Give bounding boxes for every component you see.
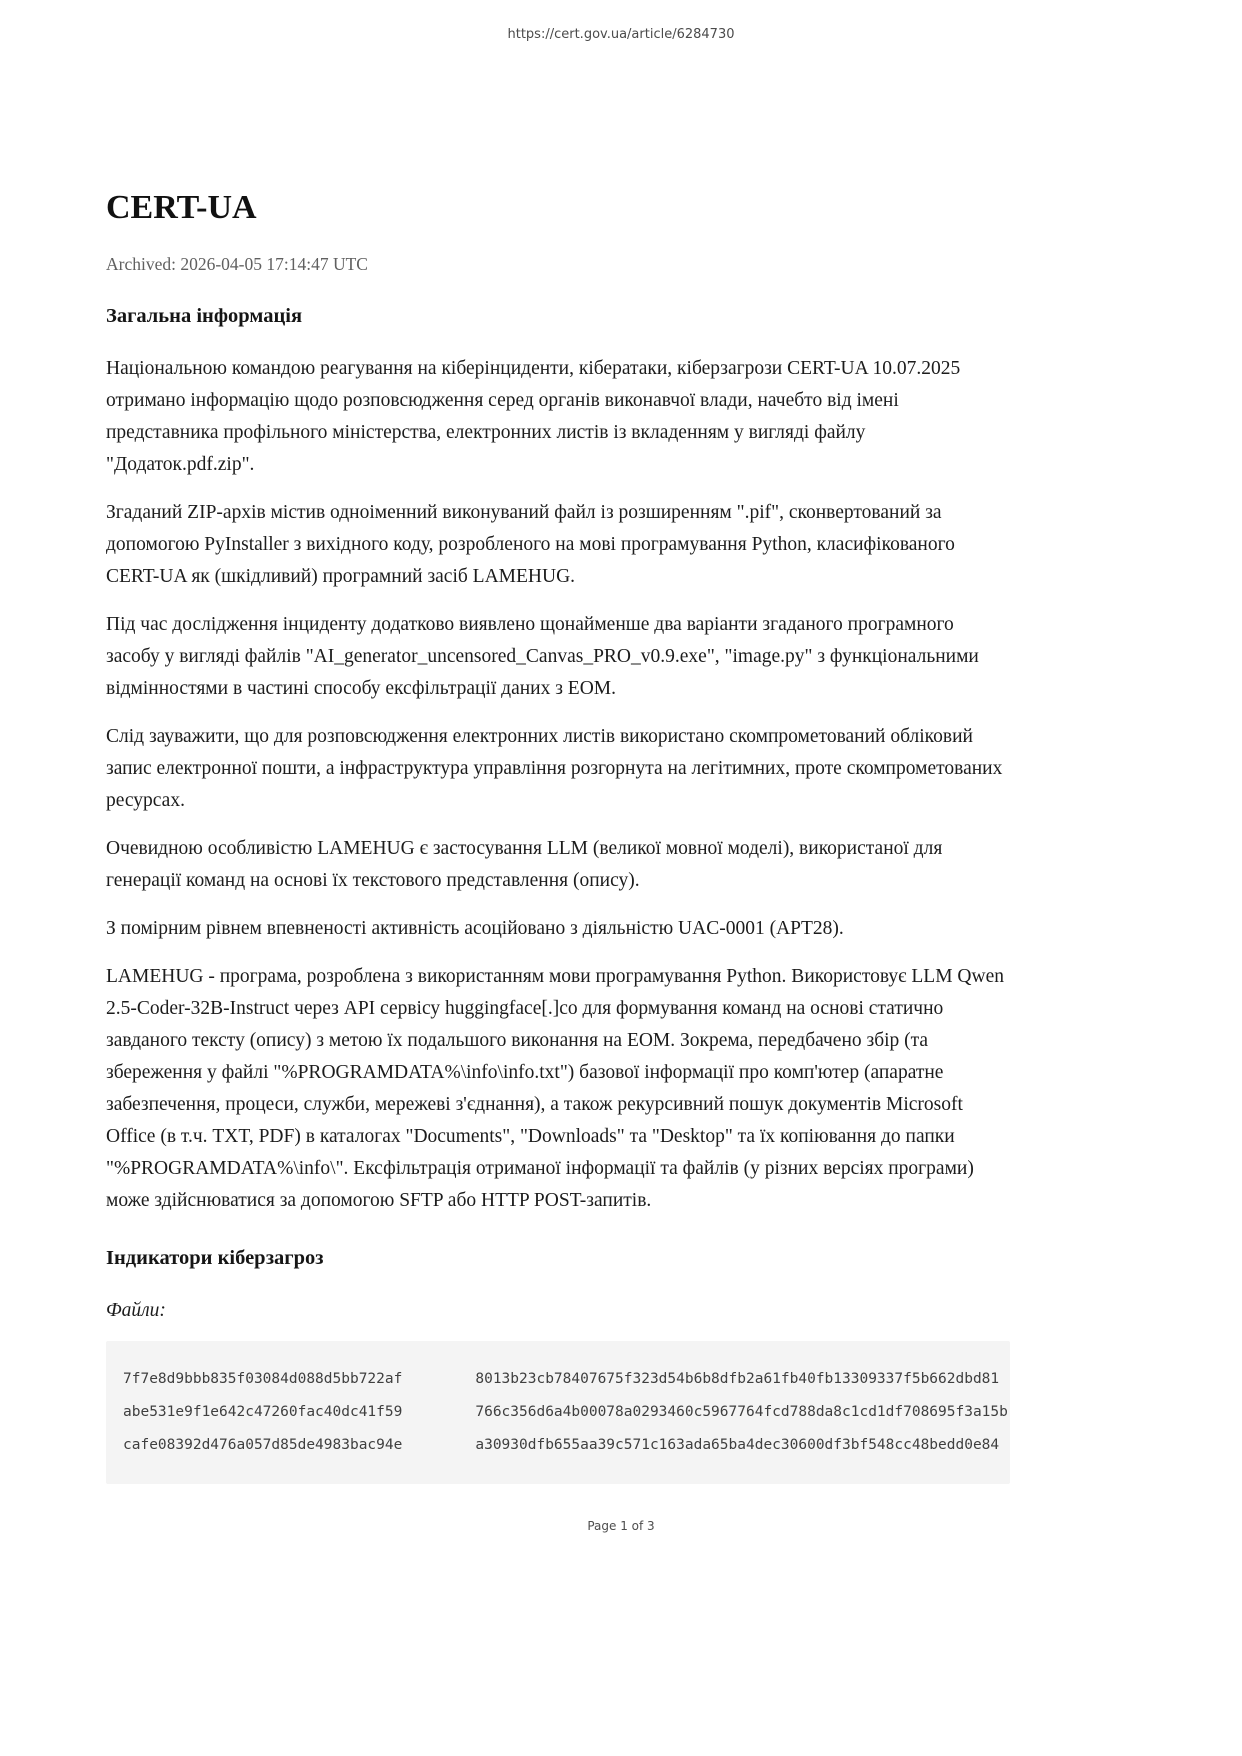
- paragraph-attribution: З помірним рівнем впевненості активність асоційовано з діяльністю UAC-0001 (APT28).: [106, 918, 844, 939]
- archived-timestamp: Archived: 2026-04-05 17:14:47 UTC: [106, 254, 368, 274]
- md5-hash: abe531e9f1e642c47260fac40dc41f59: [123, 1404, 403, 1420]
- file-hashes-block: [106, 1341, 1010, 1484]
- paragraph-variants: Під час дослідження інциденту додатково виявлено щонайменше два варіанти згаданого програмного засобу у вигляді файлів "AI_generator_uncensored_Canvas_PRO_v0.9.exe", "image.py" з функціональними відмінностями в частині способу ексфільтрації даних з ЕОМ.: [106, 614, 979, 699]
- paragraph-lamehug-description: LAMEHUG - програма, розроблена з використанням мови програмування Python. Використовує LLM Qwen 2.5-Coder-32B-Instruct через API сервісу huggingface[.]co для формування команд на основі статично завданого тексту (опису) з метою їх подальшого виконання на ЕОМ. Зокрема, передбачено збір (та збереження у файлі "%PROGRAMDATA%\info\info.txt") базової інформації про комп'ютер (апаратне забезпечення, процеси, служби, мережеві з'єднання), а також рекурсивний пошук документів Microsoft Office (в т.ч. TXT, PDF) в каталогах "Documents", "Downloads" та "Desktop" та їх копіювання до папки "%PROGRAMDATA%\info\". Ексфільтрація отриманої інформації та файлів (у різних версіях програми) може здійснюватися за допомогою SFTP або HTTP POST-запитів.: [106, 966, 1004, 1211]
- paragraph-zip-archive: Згаданий ZIP-архів містив одноіменний виконуваний файл із розширенням ".pif", сконвертований за допомогою PyInstaller з вихідного коду, розробленого на мові програмування Python, класифікованого CERT-UA як (шкідливий) програмний засіб LAMEHUG.: [106, 502, 955, 587]
- sha256-hash: 766c356d6a4b00078a0293460c5967764fcd788da8c1cd1df708695f3a15b: [475, 1404, 1008, 1420]
- md5-hash: cafe08392d476a057d85de4983bac94e: [123, 1437, 403, 1453]
- md5-hash-column: [123, 1363, 402, 1462]
- md5-hash: 7f7e8d9bbb835f03084d088d5bb722af: [123, 1371, 403, 1387]
- sha256-hash-column: [475, 1363, 1008, 1462]
- article-content: [106, 189, 1008, 1327]
- paragraph-llm-feature: Очевидною особливістю LAMEHUG є застосування LLM (великої мовної моделі), використаної для генерації команд на основі їх текстового представлення (опису).: [106, 838, 943, 891]
- page-footer: Page 1 of 3: [587, 1519, 655, 1533]
- page-title: CERT-UA: [106, 189, 257, 226]
- paragraph-distribution: Національною командою реагування на кіберінциденти, кібератаки, кіберзагрози CERT-UA 10.07.2025 отримано інформацію щодо розповсюдження серед органів виконавчої влади, начебто від імені представника профільного міністерства, електронних листів із вкладенням у вигляді файлу "Додаток.pdf.zip".: [106, 358, 961, 475]
- print-header-url: https://cert.gov.ua/article/6284730: [507, 27, 735, 42]
- sha256-hash: 8013b23cb78407675f323d54b6b8dfb2a61fb40fb13309337f5b662dbd81: [475, 1371, 1000, 1387]
- paragraph-compromised-account: Слід зауважити, що для розповсюдження електронних листів використано скомпрометований обліковий запис електронної пошти, а інфраструктура управління розгорнута на легітимних, проте скомпрометованих ресурсах.: [106, 726, 1003, 811]
- section-heading-general-info: Загальна інформація: [106, 305, 303, 327]
- files-label: Файли:: [106, 1300, 166, 1321]
- sha256-hash: a30930dfb655aa39c571c163ada65ba4dec30600df3bf548cc48bedd0e84: [475, 1437, 1000, 1453]
- section-heading-indicators: Індикатори кіберзагроз: [106, 1247, 324, 1269]
